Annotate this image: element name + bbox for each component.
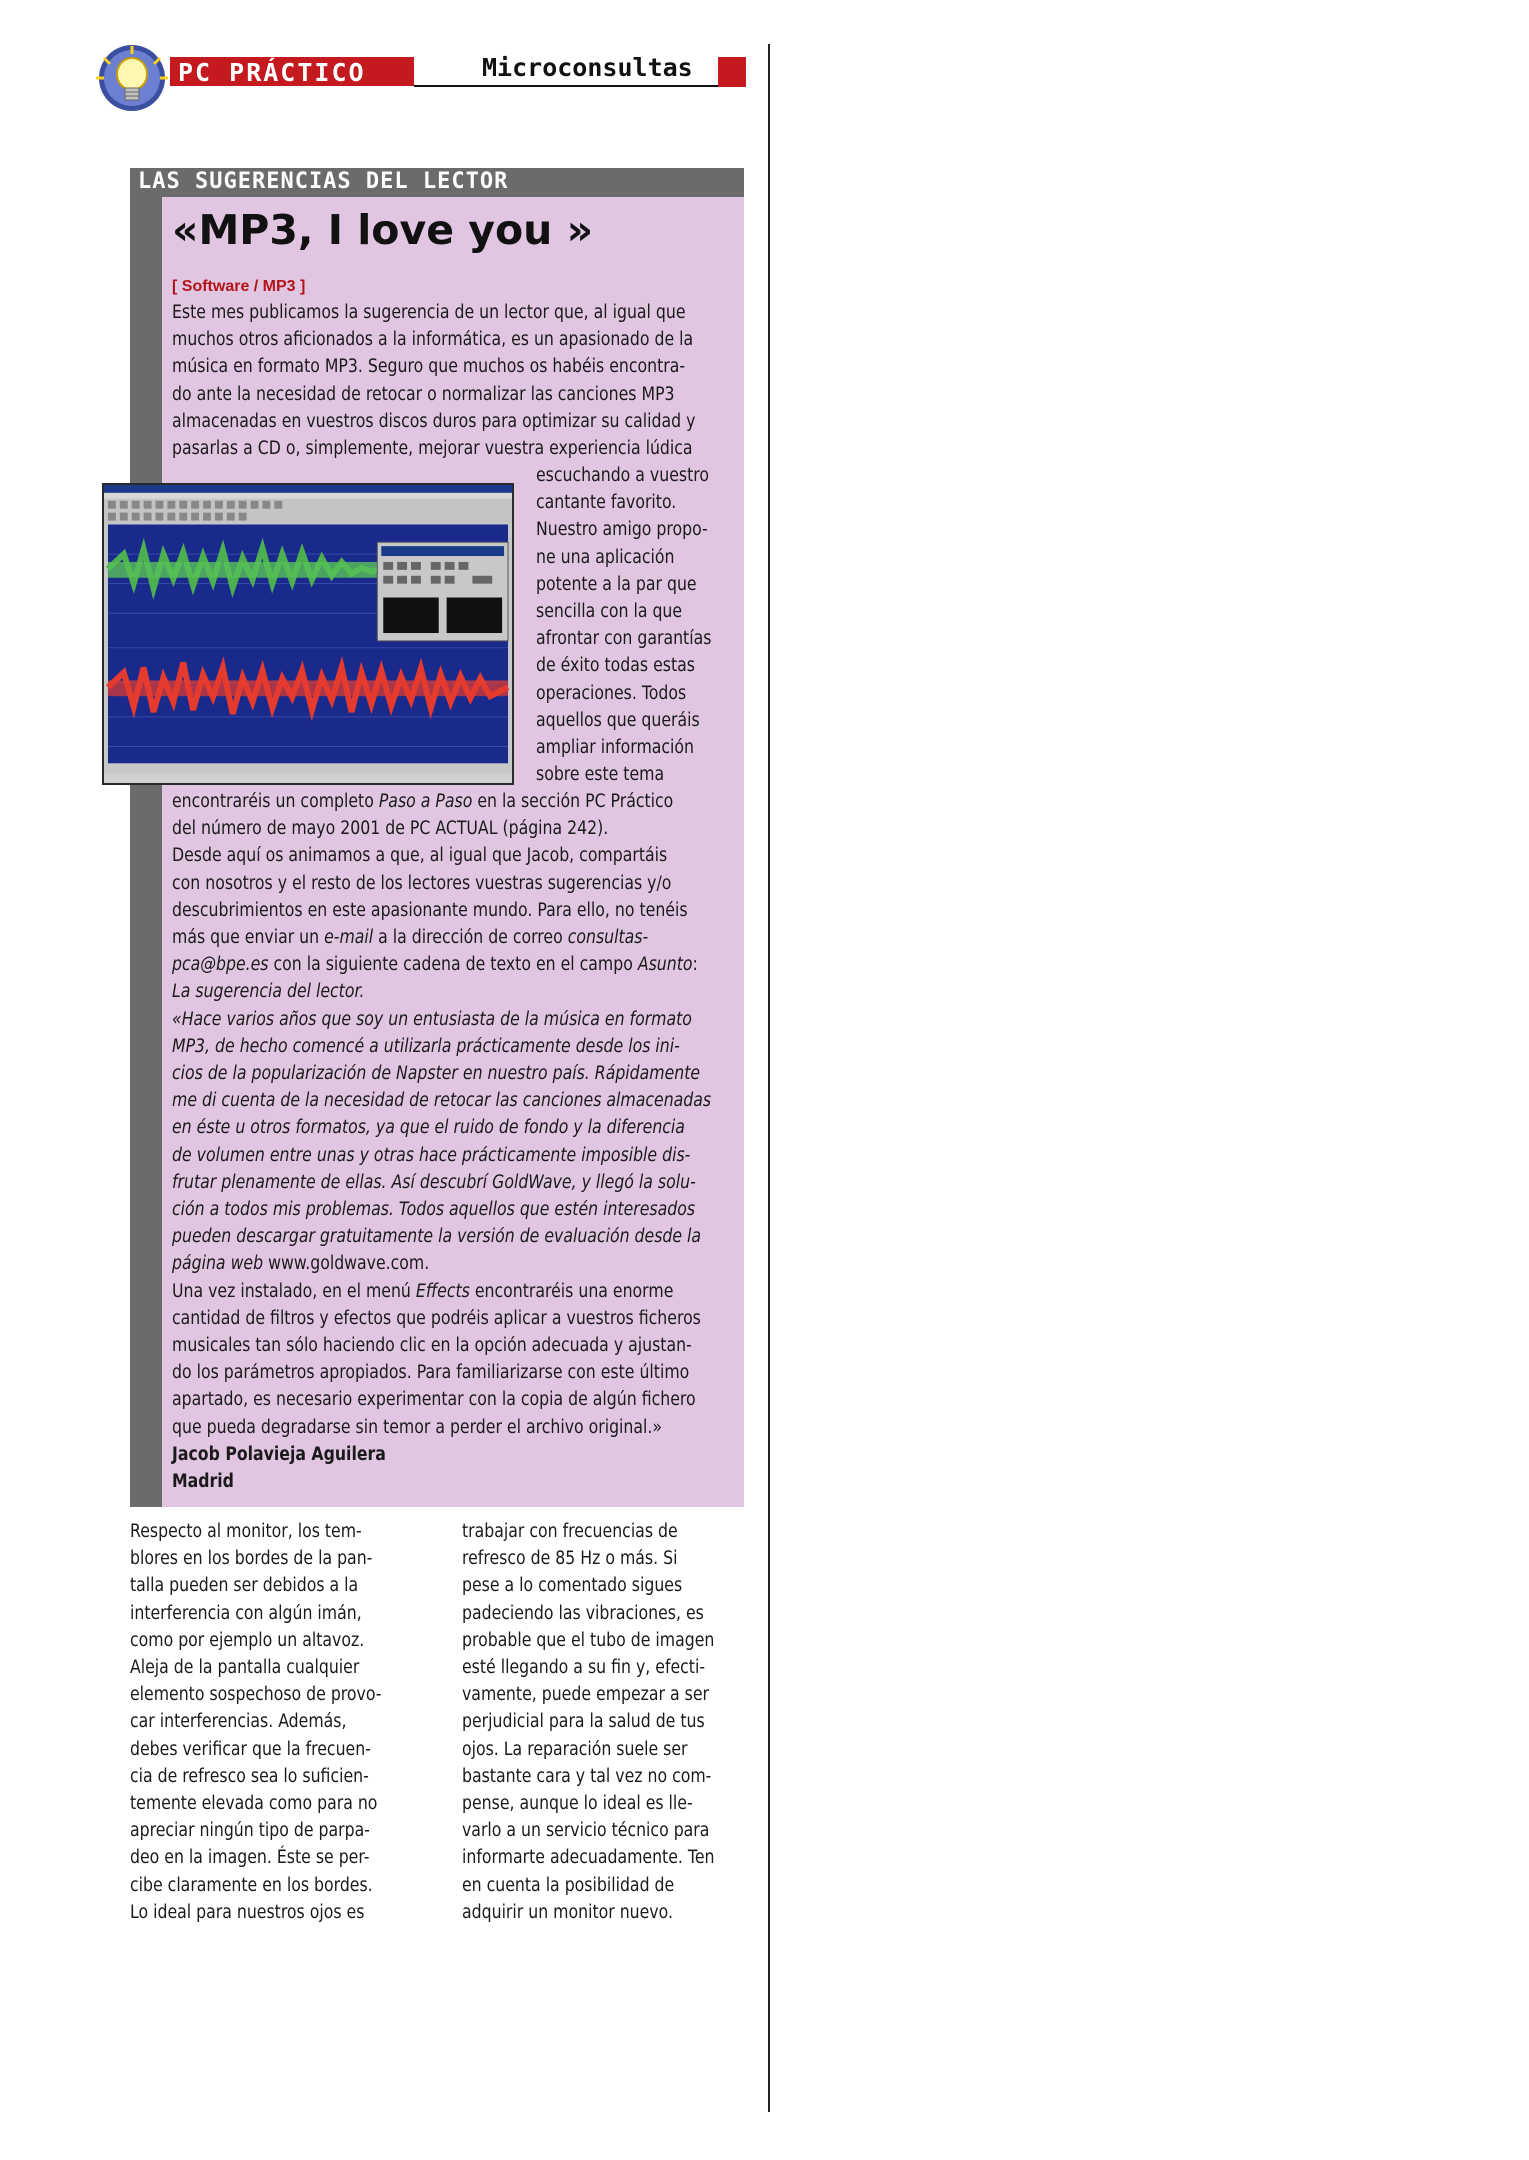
box-header-text: LAS SUGERENCIAS DEL LECTOR [138,169,509,194]
text-line: sobre este tema [536,764,665,786]
column-divider [768,44,770,2112]
section-label [170,57,414,86]
text-line: pese a lo comentado sigues [462,1575,683,1597]
text-line: refresco de 85 Hz o más. Si [462,1548,678,1570]
column-left [130,1518,381,1926]
text-line: padeciendo las vibraciones, es [462,1602,704,1624]
text-line: muchos otros aficionados a la informática, es un apasionado de la [172,329,694,351]
text-line: apreciar ningún tipo de parpa- [130,1820,370,1842]
text-run: MP3, de hecho comencé a utilizarla prácticamente desde los ini- [172,1035,680,1057]
text-line: informarte adecuadamente. Ten [462,1847,715,1869]
text-run: frutar plenamente de ellas. Así descubrí GoldWave, y llegó la solu- [172,1171,696,1193]
article-tag: [ Software / MP3 ] [172,278,306,295]
text-line [172,1006,711,1033]
author-city [172,1468,711,1495]
text-line: ne una aplicación [536,546,675,568]
text-line [172,1278,711,1305]
header-accent-square [718,57,746,87]
text-line: afrontar con garantías [536,628,712,650]
text-run: me di cuenta de la necesidad de retocar las canciones almacenadas [172,1090,712,1112]
text-line: Lo ideal para nuestros ojos es [130,1901,365,1923]
text-run: página web [172,1253,264,1275]
text-line: debes verificar que la frecuen- [130,1738,371,1760]
text-line [172,1142,711,1169]
text-line [172,788,711,815]
text-line: sencilla con la que [536,601,683,623]
text-line: como por ejemplo un altavoz. [130,1629,365,1651]
text-line: interferencia con algún imán, [130,1602,362,1624]
text-line [172,1087,711,1114]
text-line [172,1223,711,1250]
text-line: cibe claramente en los bordes. [130,1874,373,1896]
article-title: «MP3, I love you » [172,206,594,254]
text-line: car interferencias. Además, [130,1711,347,1733]
text-run: Madrid [172,1471,234,1493]
text-line: blores en los bordes de la pan- [130,1548,373,1570]
text-line [172,978,711,1005]
text-line: operaciones. Todos [536,682,687,704]
text-line: Respecto al monitor, los tem- [130,1521,362,1542]
text-line: cantante favorito. [536,492,677,514]
text-line: del número de mayo 2001 de PC ACTUAL (página 242). [172,818,609,840]
author-name [172,1441,711,1468]
box-header [130,168,744,197]
text-run: encontraréis un completo [172,791,379,812]
text-line: Este mes publicamos la sugerencia de un lector que, al igual que [172,302,686,323]
text-line: talla pueden ser debidos a la [130,1575,359,1597]
goldwave-screenshot [102,483,514,785]
text-line: Aleja de la pantalla cualquier [130,1657,360,1679]
text-line: almacenadas en vuestros discos duros para optimizar su calidad y [172,410,696,432]
text-line: pasarlas a CD o, simplemente, mejorar vuestra experiencia lúdica [172,438,693,460]
text-run: pueden descargar gratuitamente la versión de evaluación desde la [172,1226,702,1248]
text-run: con la siguiente cadena de texto en el campo [268,954,638,976]
column-right [462,1518,714,1926]
text-line: con nosotros y el resto de los lectores vuestras sugerencias y/o [172,872,672,894]
text-run: en éste u otros formatos, ya que el ruido de fondo y la diferencia [172,1117,685,1139]
section-label-text: PC PRÁCTICO [178,58,366,87]
text-line: música en formato MP3. Seguro que muchos os habéis encontra- [172,356,686,378]
text-line [172,924,711,951]
text-line: deo en la imagen. Éste se per- [130,1847,370,1869]
text-line: descubrimientos en este apasionante mundo. Para ello, no tenéis [172,899,688,921]
text-line: apartado, es necesario experimentar con la copia de algún fichero [172,1389,696,1411]
text-line: escuchando a vuestro [536,465,709,486]
text-run: en la sección PC Práctico [472,791,674,812]
page-title: Microconsultas [482,53,693,82]
text-line: ojos. La reparación suele ser [462,1738,688,1760]
text-run: e-mail [324,927,374,949]
text-line: que pueda degradarse sin temor a perder el archivo original.» [172,1416,663,1438]
text-line: elemento sospechoso de provo- [130,1684,382,1706]
article-intro [172,299,695,462]
text-line: pense, aunque lo ideal es lle- [462,1793,693,1815]
text-run: encontraréis una enorme [469,1280,674,1302]
text-run: Effects [415,1280,470,1302]
text-line: esté llegando a su fin y, efecti- [462,1657,706,1679]
text-line: trabajar con frecuencias de [462,1521,678,1542]
text-line [172,1196,711,1223]
text-line: temente elevada como para no [130,1793,378,1815]
text-line: bastante cara y tal vez no com- [462,1765,712,1787]
text-line: en cuenta la posibilidad de [462,1874,675,1896]
text-line: Desde aquí os animamos a que, al igual que Jacob, compartáis [172,845,668,867]
text-run: ción a todos mis problemas. Todos aquellos que estén interesados [172,1199,696,1221]
email-link[interactable]: consultas- [567,927,649,949]
text-run: Jacob Polavieja Aguilera [172,1443,386,1465]
text-line [172,1033,711,1060]
text-line: Nuestro amigo propo- [536,519,708,541]
text-line: potente a la par que [536,573,697,595]
article-body [172,788,711,1495]
text-run: de volumen entre unas y otras hace prácticamente imposible dis- [172,1144,691,1166]
text-line: ampliar información [536,737,695,759]
text-run: : [692,954,698,976]
text-run: más que enviar un [172,927,325,949]
text-run: a la dirección de correo [373,927,568,949]
text-line: do los parámetros apropiados. Para familiarizarse con este último [172,1362,690,1384]
header-rule [414,85,718,87]
email-link[interactable]: pca@bpe.es [172,954,269,976]
text-line: cantidad de filtros y efectos que podréis aplicar a vuestros ficheros [172,1307,701,1329]
text-line: aquellos que queráis [536,709,700,731]
box-left-bar [130,197,162,1507]
text-line: perjudicial para la salud de tus [462,1711,705,1733]
lightbulb-icon [92,44,172,112]
text-line: cia de refresco sea lo suficien- [130,1765,369,1787]
text-line: vamente, puede empezar a ser [462,1684,709,1706]
text-run: Paso a Paso [378,791,473,812]
text-line [172,1114,711,1141]
text-line: adquirir un monitor nuevo. [462,1901,673,1923]
text-run: Asunto [637,954,693,976]
text-line [172,1060,711,1087]
text-line: varlo a un servicio técnico para [462,1820,710,1842]
text-line: do ante la necesidad de retocar o normalizar las canciones MP3 [172,383,675,405]
text-line [172,951,711,978]
article-wrap-text [536,462,711,788]
text-line [172,1250,711,1277]
text-run: Una vez instalado, en el menú [172,1280,416,1302]
text-run: La sugerencia del lector. [172,981,365,1003]
text-line: probable que el tubo de imagen [462,1629,715,1651]
text-run: «Hace varios años que soy un entusiasta de la música en formato [172,1008,692,1030]
text-line: musicales tan sólo haciendo clic en la opción adecuada y ajustan- [172,1335,692,1357]
text-line [172,1169,711,1196]
text-run: cios de la popularización de Napster en nuestro país. Rápidamente [172,1063,701,1085]
text-line: de éxito todas estas [536,655,695,677]
url-link[interactable]: www.goldwave.com. [263,1253,430,1275]
